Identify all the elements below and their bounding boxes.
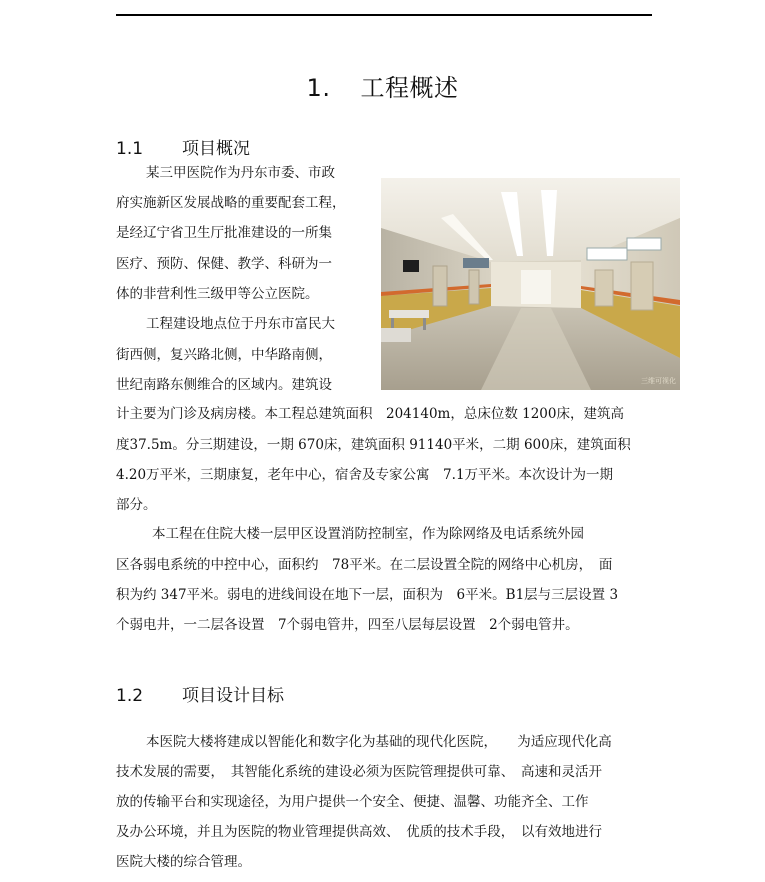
paragraph-line: 度37.5m。分三期建设，一期 670床，建筑面积 91140平米，二期 600床，建筑面积 [116,437,631,453]
image-watermark: 三维可视化 [641,377,676,385]
chapter-title: 工程概述 [360,74,459,102]
paragraph-line: 放的传输平台和实现途径，为用户提供一个安全、便捷、温馨、功能齐全、工作 [116,794,589,810]
paragraph-line: 本医院大楼将建成以智能化和数字化为基础的现代化医院， 为适应现代化高 [146,734,612,750]
section-title: 项目概况 [182,139,250,159]
paragraph-line: 区各弱电系统的中控中心，面积约 78平米。在二层设置全院的网络中心机房， 面 [116,557,613,573]
paragraph-line: 部分。 [116,497,157,513]
paragraph-line: 世纪南路东侧维合的区域内。建筑设 [116,377,332,393]
paragraph-line: 及办公环境，并且为医院的物业管理提供高效、 优质的技术手段， 以有效地进行 [116,824,602,840]
hospital-corridor-image [381,178,680,390]
paragraph-line: 体的非营利性三级甲等公立医院。 [116,286,319,302]
paragraph-line: 技术发展的需要， 其智能化系统的建设必须为医院管理提供可靠、 高速和灵活开 [116,764,602,780]
section-number: 1.2 [116,686,144,706]
paragraph-line: 个弱电井，一二层各设置 7个弱电管井，四至八层每层设置 2个弱电管井。 [116,617,579,633]
paragraph-line: 4.20万平米，三期康复，老年中心，宿舍及专家公寓 7.1万平米。本次设计为一期 [116,467,614,483]
paragraph-line: 本工程在住院大楼一层甲区设置消防控制室，作为除网络及电话系统外园 [152,526,584,542]
section-heading-1-2 [116,681,284,706]
paragraph-line: 积为约 347平米。弱电的进线间设在地下一层，面积为 6平米。B1层与三层设置 3 [116,587,619,603]
paragraph-line: 医院大楼的综合管理。 [116,854,251,870]
paragraph-line: 府实施新区发展战略的重要配套工程， [116,195,346,211]
section-title: 项目设计目标 [182,686,284,706]
chapter-heading [0,68,765,103]
paragraph-line: 计主要为门诊及病房楼。本工程总建筑面积 204140m，总床位数 1200床，建筑高 [116,406,624,422]
paragraph-line: 工程建设地点位于丹东市富民大 [146,316,335,332]
section-number: 1.1 [116,139,144,159]
chapter-number: 1. [306,74,331,102]
header-rule [116,14,652,16]
paragraph-line: 是经辽宁省卫生厅批准建设的一所集 [116,225,332,241]
paragraph-line: 某三甲医院作为丹东市委、市政 [146,165,335,181]
section-heading-1-1 [116,134,250,159]
paragraph-line: 医疗、预防、保健、教学、科研为一 [116,256,332,272]
paragraph-line: 街西侧，复兴路北侧，中华路南侧， [116,347,332,363]
